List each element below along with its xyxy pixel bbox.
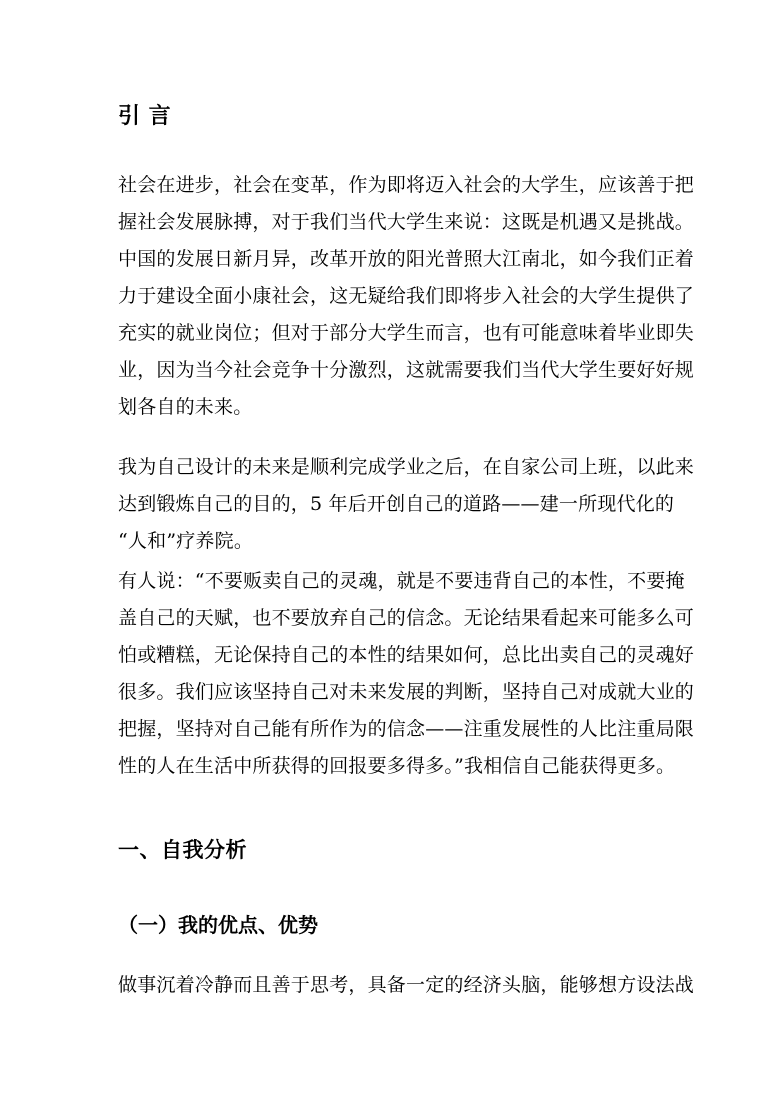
paragraph-line: “人和”疗养院。 [118,530,254,552]
paragraph-line: 达到锻炼自己的目的，5 年后开创自己的道路——建一所现代化的 [118,493,675,515]
paragraph-line: 盖自己的天赋，也不要放弃自己的信念。无论结果看起来可能多么可 [118,607,695,629]
intro-heading-text: 引 言 [118,103,172,129]
paragraph-line: 中国的发展日新月异，改革开放的阳光普照大江南北，如今我们正着 [118,248,695,270]
paragraph-line: 怕或糟糕，无论保持自己的本性的结果如何，总比出卖自己的灵魂好 [118,644,695,666]
paragraph-line: 划各自的未来。 [118,396,253,418]
paragraph-line: 我为自己设计的未来是顺利完成学业之后，在自家公司上班，以此来 [118,456,695,478]
paragraph-line: 充实的就业岗位；但对于部分大学生而言，也有可能意味着毕业即失 [118,322,695,344]
paragraph-line: 有人说：“不要贩卖自己的灵魂，就是不要违背自己的本性，不要掩 [118,570,685,592]
paragraph-line: 握社会发展脉搏，对于我们当代大学生来说：这既是机遇又是挑战。 [118,211,695,233]
intro-heading [118,101,171,131]
section-heading: 一、自我分析 [118,837,247,862]
paragraph-line: 把握，坚持对自己能有所作为的信念——注重发展性的人比注重局限 [118,718,695,740]
paragraph-line: 社会在进步，社会在变革，作为即将迈入社会的大学生，应该善于把 [118,174,695,196]
paragraph-line: 做事沉着冷静而且善于思考，具备一定的经济头脑，能够想方设法战 [118,974,695,996]
paragraph-line: 性的人在生活中所获得的回报要多得多。”我相信自己能获得更多。 [118,755,676,777]
paragraph-line: 业，因为当今社会竞争十分激烈，这就需要我们当代大学生要好好规 [118,359,695,381]
paragraph-line: 力于建设全面小康社会，这无疑给我们即将步入社会的大学生提供了 [118,285,695,307]
subsection-heading: （一）我的优点、优势 [118,913,318,937]
paragraph-line: 很多。我们应该坚持自己对未来发展的判断，坚持自己对成就大业的 [118,681,695,703]
